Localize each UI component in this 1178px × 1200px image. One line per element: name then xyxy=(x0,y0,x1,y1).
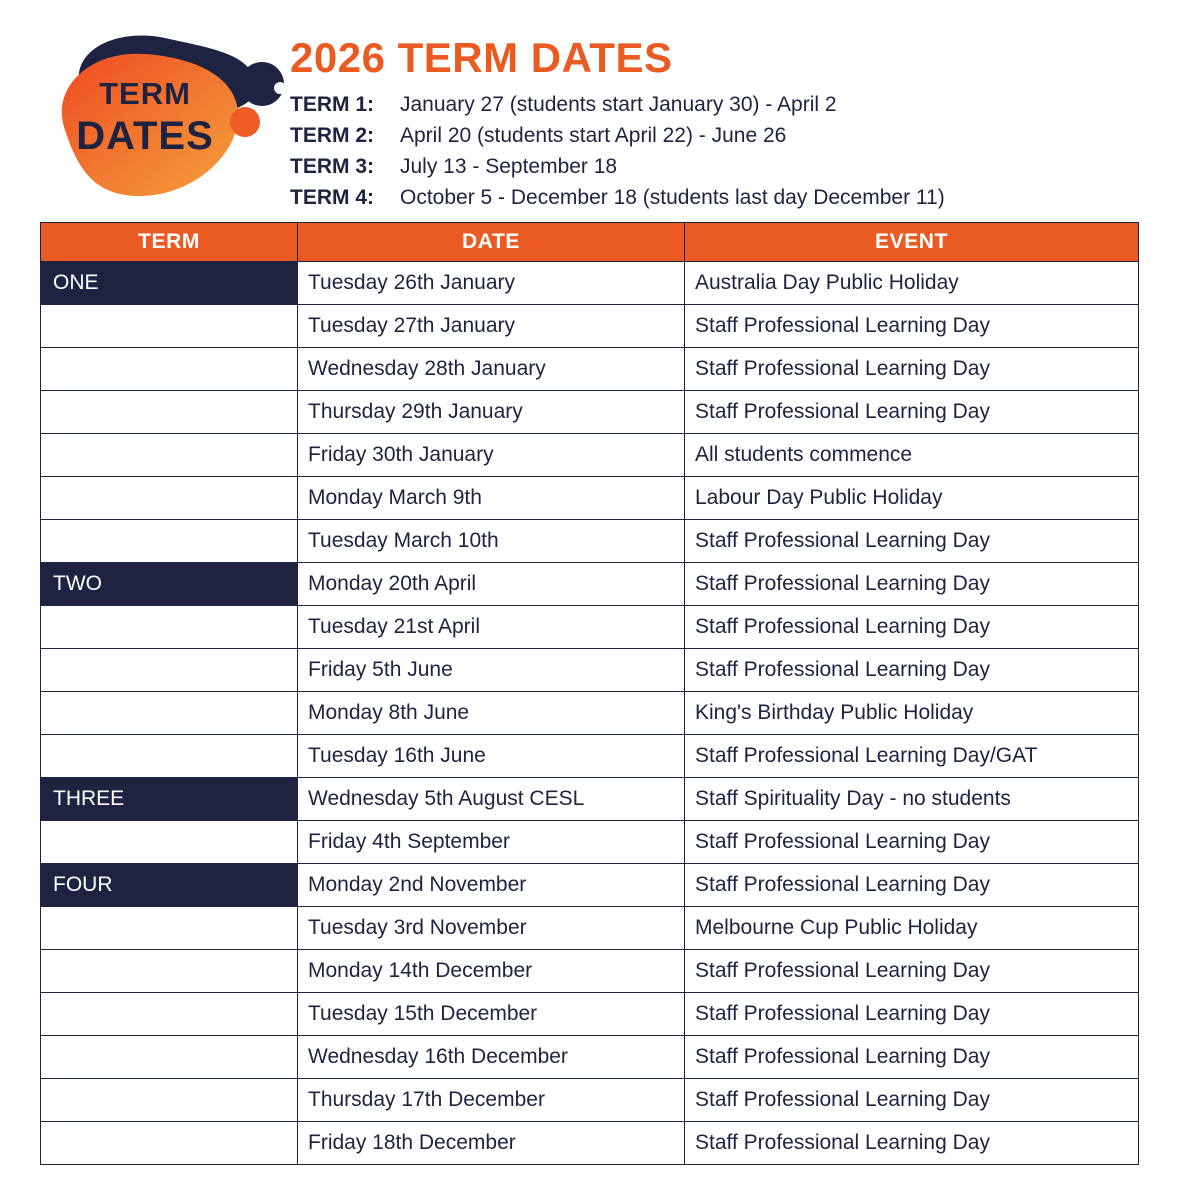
table-row xyxy=(41,605,1139,648)
cell-date: Monday 20th April xyxy=(298,562,685,605)
cell-event: Staff Professional Learning Day/GAT xyxy=(685,734,1139,777)
table-row xyxy=(41,562,1139,605)
cell-event: All students commence xyxy=(685,433,1139,476)
table-row xyxy=(41,519,1139,562)
cell-term: THREE xyxy=(41,777,298,820)
logo-line2-text: DATES xyxy=(76,114,214,158)
term-summary-1 xyxy=(290,90,1138,121)
table-row xyxy=(41,1078,1139,1121)
cell-event: Staff Professional Learning Day xyxy=(685,390,1139,433)
term-summary-4-label: TERM 4: xyxy=(290,185,374,209)
cell-date: Monday 2nd November xyxy=(298,863,685,906)
cell-term xyxy=(41,605,298,648)
cell-date: Thursday 17th December xyxy=(298,1078,685,1121)
cell-term xyxy=(41,734,298,777)
cell-event: Staff Professional Learning Day xyxy=(685,519,1139,562)
table-row xyxy=(41,949,1139,992)
table-header-row xyxy=(41,222,1139,261)
cell-term xyxy=(41,433,298,476)
table-row xyxy=(41,648,1139,691)
cell-date: Tuesday March 10th xyxy=(298,519,685,562)
table-header xyxy=(41,222,1139,261)
cell-event: Staff Spirituality Day - no students xyxy=(685,777,1139,820)
term-summary-2-label: TERM 2: xyxy=(290,123,374,147)
table-row xyxy=(41,992,1139,1035)
term-dates-logo xyxy=(40,18,290,208)
cell-event: Labour Day Public Holiday xyxy=(685,476,1139,519)
term-summary-4-text: October 5 - December 18 (students last day December 11) xyxy=(400,185,945,209)
term-dates-table-wrapper xyxy=(0,222,1178,1165)
table-row xyxy=(41,347,1139,390)
term-dates-table xyxy=(40,222,1139,1165)
cell-date: Friday 4th September xyxy=(298,820,685,863)
cell-event: Staff Professional Learning Day xyxy=(685,863,1139,906)
cell-term xyxy=(41,648,298,691)
table-row xyxy=(41,1035,1139,1078)
logo-line1-text: TERM xyxy=(99,76,191,111)
page-title: 2026 TERM DATES xyxy=(290,34,673,81)
cell-term xyxy=(41,476,298,519)
cell-date: Monday March 9th xyxy=(298,476,685,519)
table-row xyxy=(41,734,1139,777)
term-summary-3 xyxy=(290,152,1138,183)
page-header xyxy=(0,0,1178,214)
term-summary-4 xyxy=(290,183,1138,214)
table-body xyxy=(41,261,1139,1164)
cell-event: Australia Day Public Holiday xyxy=(685,261,1139,304)
table-row xyxy=(41,1121,1139,1164)
table-row xyxy=(41,820,1139,863)
cell-term xyxy=(41,949,298,992)
cell-term xyxy=(41,906,298,949)
cell-date: Tuesday 26th January xyxy=(298,261,685,304)
cell-term xyxy=(41,1121,298,1164)
cell-date: Monday 14th December xyxy=(298,949,685,992)
cell-event: Staff Professional Learning Day xyxy=(685,562,1139,605)
table-row xyxy=(41,390,1139,433)
term-summary-3-label: TERM 3: xyxy=(290,154,374,178)
cell-event: Staff Professional Learning Day xyxy=(685,605,1139,648)
cell-term xyxy=(41,347,298,390)
cell-term: ONE xyxy=(41,261,298,304)
cell-event: Staff Professional Learning Day xyxy=(685,992,1139,1035)
cell-event: Staff Professional Learning Day xyxy=(685,347,1139,390)
cell-date: Tuesday 21st April xyxy=(298,605,685,648)
cell-event: Staff Professional Learning Day xyxy=(685,304,1139,347)
cell-term xyxy=(41,390,298,433)
cell-event: Staff Professional Learning Day xyxy=(685,648,1139,691)
cell-term xyxy=(41,820,298,863)
cell-event: King's Birthday Public Holiday xyxy=(685,691,1139,734)
table-row xyxy=(41,863,1139,906)
column-header-event: EVENT xyxy=(685,222,1139,261)
cell-date: Tuesday 16th June xyxy=(298,734,685,777)
table-row xyxy=(41,691,1139,734)
term-summary-1-label: TERM 1: xyxy=(290,93,374,117)
cell-term xyxy=(41,304,298,347)
cell-event: Melbourne Cup Public Holiday xyxy=(685,906,1139,949)
cell-term: FOUR xyxy=(41,863,298,906)
cell-event: Staff Professional Learning Day xyxy=(685,949,1139,992)
term-summary-3-text: July 13 - September 18 xyxy=(400,154,618,178)
cell-date: Tuesday 27th January xyxy=(298,304,685,347)
title-block xyxy=(290,18,1138,214)
cell-date: Tuesday 15th December xyxy=(298,992,685,1035)
cell-date: Wednesday 5th August CESL xyxy=(298,777,685,820)
cell-term xyxy=(41,1035,298,1078)
cell-date: Wednesday 16th December xyxy=(298,1035,685,1078)
cell-term xyxy=(41,992,298,1035)
term-summary-2 xyxy=(290,121,1138,152)
table-row xyxy=(41,476,1139,519)
cell-date: Thursday 29th January xyxy=(298,390,685,433)
cell-date: Friday 18th December xyxy=(298,1121,685,1164)
cell-date: Friday 5th June xyxy=(298,648,685,691)
table-row xyxy=(41,906,1139,949)
column-header-date: DATE xyxy=(298,222,685,261)
table-row xyxy=(41,433,1139,476)
column-header-term: TERM xyxy=(41,222,298,261)
cell-term xyxy=(41,519,298,562)
table-row xyxy=(41,304,1139,347)
cell-date: Tuesday 3rd November xyxy=(298,906,685,949)
table-row xyxy=(41,777,1139,820)
cell-event: Staff Professional Learning Day xyxy=(685,820,1139,863)
cell-term: TWO xyxy=(41,562,298,605)
table-row xyxy=(41,261,1139,304)
term-summary-1-text: January 27 (students start January 30) - April 2 xyxy=(400,93,837,117)
cell-event: Staff Professional Learning Day xyxy=(685,1078,1139,1121)
cell-event: Staff Professional Learning Day xyxy=(685,1121,1139,1164)
cell-date: Friday 30th January xyxy=(298,433,685,476)
term-summary-2-text: April 20 (students start April 22) - June 26 xyxy=(400,123,787,147)
cell-term xyxy=(41,1078,298,1121)
cell-term xyxy=(41,691,298,734)
cell-event: Staff Professional Learning Day xyxy=(685,1035,1139,1078)
cell-date: Wednesday 28th January xyxy=(298,347,685,390)
cell-date: Monday 8th June xyxy=(298,691,685,734)
